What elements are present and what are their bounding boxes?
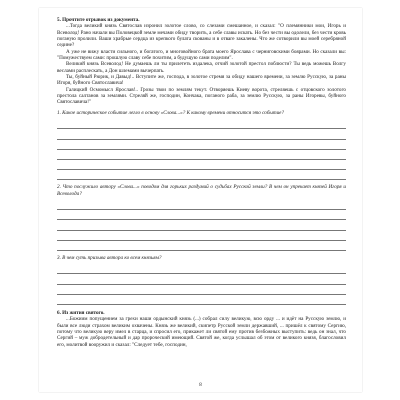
answer-lines-1 xyxy=(57,119,346,180)
source-paragraph: Великий князь Всеволод! Не думаешь ли ты прилететь издалека, отчий золотой престол поблюсти? Ты ведь можешь Волгу веслами расплескать, а Дон шлемами вычерпать. xyxy=(57,61,346,74)
answer-line[interactable] xyxy=(57,200,346,210)
answer-lines-3 xyxy=(57,264,346,305)
workbook-page xyxy=(39,8,362,392)
answer-line[interactable] xyxy=(57,170,346,180)
answer-line[interactable] xyxy=(57,210,346,220)
answer-line[interactable] xyxy=(57,295,346,305)
answer-line[interactable] xyxy=(57,119,346,129)
answer-line[interactable] xyxy=(57,274,346,284)
page-number: 8 xyxy=(199,383,202,388)
answer-line[interactable] xyxy=(57,231,346,241)
task-6-title: 6. Из жития святого. xyxy=(57,310,105,316)
source-paragraph: ...Тогда великий князь Святослав изронил золотое слово, со слезами смешанное, и сказал: "О племянники мои, Игорь и Всеволод! Рано начали вы Половецкой земле мечами обиду творить, а себе славы искать. Но без чести вы одолели, без чести кровь поганую пролили. Ваши храбрые сердца из крепкого булата скованы и в отваге закалены. Что же сотворили вы моей серебряной седине? xyxy=(57,23,346,49)
question-2: 2. Что послужило автору «Слова...» поводом для горьких раздумий о судьбах Русской земли? В чем он упрекает князей Игоря и Всеволода? xyxy=(57,184,346,197)
answer-line[interactable] xyxy=(57,140,346,150)
question-1: 1. Какое историческое событие легло в основу «Слова...»? К какому времени относится это событие? xyxy=(57,109,285,116)
source-paragraph: Галицкий Осмомысл Ярослав!.. Грозы твои по землям текут. Отворяешь Киеву ворота, стреляешь с отцовского золотого престола салтанов за землями. Стреляй же, господин, Кончака, поганого раба, за землю Русскую, за раны Игоревы, буйного Святославича!" xyxy=(57,86,346,106)
page-content xyxy=(57,17,346,348)
source-paragraph: А уже не вижу власти сильного, и богатого, и многовойного брата моего Ярослава с черниговскими боярами. Но сказали вы: "Помужествуем сами: прошлую славу себе похитим, а будущую сами поделим". xyxy=(57,48,346,62)
answer-line[interactable] xyxy=(57,150,346,160)
source-paragraph: ...Божиим попущением за грехи наши ордынский князь (...) собрал силу великую, всю орду ... и идёт на Русскую землю, и были все люди страхом великим охвачены. Князь же великий, скипетр Русской земли державший, ... пришёл к святому Сергию, потому что великую веру имел в старца, и спросил его, прикажет ли святой ему против безбожных выступить: ведь он знал, что Сергий – муж добродетельный и дар пророческий имеющий. Святой же, когда услышал об этом от великого князя, благословил его, молитвой вооружил и сказал: "Следует тебе, господин, xyxy=(57,316,346,348)
answer-line[interactable] xyxy=(57,220,346,230)
answer-line[interactable] xyxy=(57,264,346,274)
answer-line[interactable] xyxy=(57,129,346,139)
answer-line[interactable] xyxy=(57,160,346,170)
answer-line[interactable] xyxy=(57,241,346,251)
source-paragraph: Ты, буйный Рюрик, и Давыд!.. Вступите же, господа, в золотое стремя за обиду нашего времени, за землю Русскую, за раны Игоря, буйного Святославича! xyxy=(57,74,346,87)
answer-lines-2 xyxy=(57,200,346,251)
question-3: 3. В чем суть призыва автора ко всем князьям? xyxy=(57,254,162,261)
answer-line[interactable] xyxy=(57,285,346,295)
task-5-title: 5. Прочтите отрывок из документа. xyxy=(57,17,140,23)
